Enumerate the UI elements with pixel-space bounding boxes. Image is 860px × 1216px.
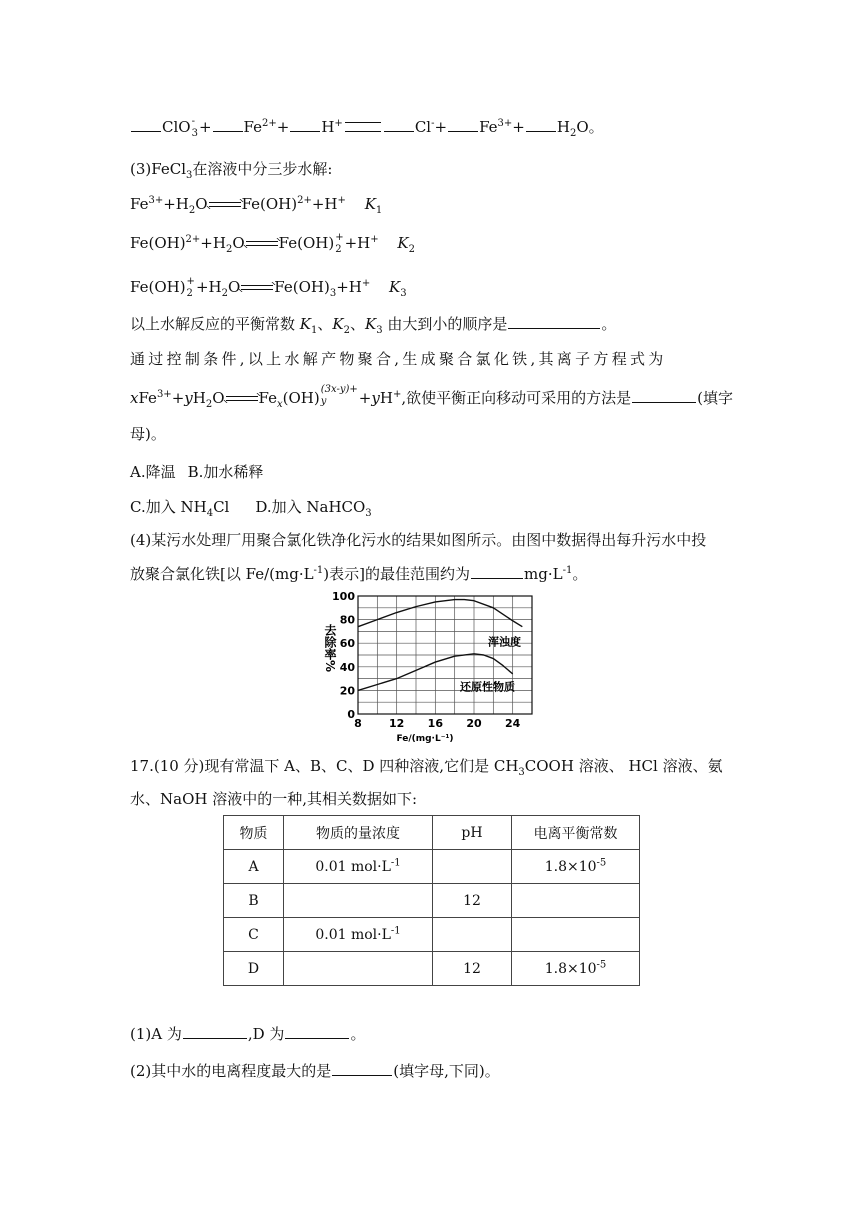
polymerization-tail: 母)。 bbox=[130, 425, 166, 443]
table-row bbox=[224, 850, 640, 884]
hydrolysis-step-1: $Fe^{3+}+H_2O$ Fe(OH)$^{2+}$+H+ $K_1$ bbox=[130, 195, 383, 216]
table-cell bbox=[512, 918, 640, 952]
series-label: 浑浊度 bbox=[488, 635, 521, 649]
series-line bbox=[358, 600, 522, 627]
column-header: 电离平衡常数 bbox=[512, 816, 640, 850]
term: ClO bbox=[162, 118, 191, 136]
answer-blank[interactable] bbox=[290, 117, 320, 132]
hydrolysis-step-2: $Fe(OH)^{2+}+H_2O$ Fe(OH) + 2 +H+ $K_2$ bbox=[130, 232, 415, 255]
charge-stack: (3x-y)+ y bbox=[320, 384, 358, 407]
charge: 3+ bbox=[497, 118, 513, 129]
charge-stack: + 2 bbox=[335, 232, 344, 255]
term: Fe bbox=[479, 118, 498, 136]
x-axis-label: Fe/(mg·L⁻¹) bbox=[396, 734, 454, 744]
answer-blank[interactable] bbox=[285, 1024, 349, 1039]
option-c[interactable]: C.加入 $NH_4Cl$ bbox=[130, 498, 230, 519]
table-row bbox=[224, 952, 640, 986]
option-a[interactable]: A.降温 bbox=[130, 463, 176, 481]
q4-line-2: 放聚合氯化铁[以 $Fe/(mg\cdot L^{-1})$表示]的最佳范围约为 $mg\cdot L^{-1}$。 bbox=[130, 565, 588, 583]
q17-sub-2: (2)其中水的电离程度最大的是 (填字母,下同)。 bbox=[130, 1062, 500, 1080]
reversible-arrow-icon bbox=[246, 238, 278, 250]
k-order-question: 以上水解反应的平衡常数 $K_1$、$K_2$、$K_3$ 由大到小的顺序是 。 bbox=[130, 315, 617, 336]
equals-sign bbox=[345, 122, 381, 132]
table-cell bbox=[512, 884, 640, 918]
k-label: K bbox=[364, 195, 376, 213]
answer-blank[interactable] bbox=[471, 564, 523, 579]
subscript: 2 bbox=[569, 128, 577, 139]
answer-blank[interactable] bbox=[526, 117, 556, 132]
q4-line-1: (4)某污水处理厂用聚合氯化铁净化污水的结果如图所示。由图中数据得出每升污水中投 bbox=[130, 531, 707, 549]
y-tick-label: 60 bbox=[339, 637, 355, 651]
table-cell: A bbox=[224, 850, 284, 884]
charge-stack: - 3 bbox=[191, 116, 198, 139]
y-tick-label: 0 bbox=[347, 708, 355, 721]
x-tick-label: 12 bbox=[389, 717, 405, 730]
answer-blank[interactable] bbox=[632, 388, 696, 403]
y-tick-label: 20 bbox=[339, 684, 355, 698]
answer-blank[interactable] bbox=[332, 1061, 392, 1076]
q17-line-2: 水、NaOH 溶液中的一种,其相关数据如下: bbox=[130, 790, 418, 808]
plus: + bbox=[434, 118, 448, 136]
q17-sub-1: (1)A 为 ,D 为 。 bbox=[130, 1025, 366, 1043]
option-d[interactable]: D.加入 NaHCO$_3$ bbox=[255, 498, 372, 519]
answer-blank[interactable] bbox=[508, 314, 600, 329]
k-label: K bbox=[397, 234, 409, 252]
charge: - bbox=[431, 118, 435, 129]
table-row bbox=[224, 918, 640, 952]
table-cell: B bbox=[224, 884, 284, 918]
answer-blank[interactable] bbox=[448, 117, 478, 132]
series-label: 还原性物质 bbox=[460, 680, 515, 694]
y-tick-label: 80 bbox=[339, 613, 355, 627]
table-cell: D bbox=[224, 952, 284, 986]
charge-stack: + 2 bbox=[186, 276, 195, 299]
term: Cl bbox=[414, 118, 432, 136]
plus: + bbox=[198, 118, 212, 136]
answer-blank[interactable] bbox=[213, 117, 243, 132]
table-row bbox=[224, 884, 640, 918]
options-ab bbox=[130, 462, 263, 482]
plus: + bbox=[276, 118, 290, 136]
table-cell bbox=[284, 884, 433, 918]
answer-blank[interactable] bbox=[131, 117, 161, 132]
x-tick-label: 16 bbox=[427, 717, 443, 730]
table-cell: 12 bbox=[433, 884, 512, 918]
k-label: K bbox=[389, 278, 401, 296]
column-header: pH bbox=[433, 816, 512, 850]
table-cell bbox=[433, 850, 512, 884]
x-tick-label: 20 bbox=[466, 717, 482, 730]
charge: + bbox=[334, 118, 343, 129]
polymerization-text: 通过控制条件,以上水解产物聚合,生成聚合氯化铁,其离子方程式为 bbox=[130, 350, 667, 368]
solution-data-table bbox=[223, 815, 640, 986]
hydrolysis-step-3: Fe(OH) + 2 $+H_2O$ $Fe(OH)_3+H^+$ $K_3$ bbox=[130, 276, 407, 299]
x-tick-label: 8 bbox=[354, 717, 362, 730]
column-header: 物质 bbox=[224, 816, 284, 850]
table-cell: 0.01 $mol\cdot L^{-1}$ bbox=[284, 850, 433, 884]
polymerization-equation: $xFe^{3+}+yH_2O$ $Fe_x(OH)$ (3x-y)+ y +yH+,欲使平衡正向移动可采用的方法是 (填字 bbox=[130, 384, 733, 410]
term: H bbox=[556, 118, 570, 136]
chart-grid bbox=[358, 596, 532, 714]
x-tick-label: 24 bbox=[505, 717, 521, 730]
y-axis-label: 去除率% bbox=[323, 624, 337, 673]
column-header: 物质的量浓度 bbox=[284, 816, 433, 850]
table-cell bbox=[433, 918, 512, 952]
plus: + bbox=[512, 118, 525, 136]
answer-blank[interactable] bbox=[183, 1024, 247, 1039]
removal-rate-chart bbox=[320, 588, 540, 748]
table-header-row bbox=[224, 816, 640, 850]
table-cell: C bbox=[224, 918, 284, 952]
reversible-arrow-icon bbox=[241, 282, 273, 294]
table-cell: 12 bbox=[433, 952, 512, 986]
y-tick-label: 100 bbox=[332, 590, 355, 603]
q3-intro: (3)FeCl$_3$在溶液中分三步水解: bbox=[130, 160, 333, 181]
answer-blank[interactable] bbox=[384, 117, 414, 132]
reversible-arrow-icon bbox=[209, 199, 241, 211]
redox-equation bbox=[130, 116, 604, 140]
q17-line-1: 17.(10 分)现有常温下 A、B、C、D 四种溶液,它们是 $CH_3COOH$ 溶液、 HCl 溶液、氨 bbox=[130, 757, 723, 778]
options-cd bbox=[130, 497, 372, 517]
table-cell: 0.01 $mol\cdot L^{-1}$ bbox=[284, 918, 433, 952]
term: O。 bbox=[576, 118, 604, 136]
option-b[interactable]: B.加水稀释 bbox=[187, 463, 264, 481]
term: H bbox=[321, 118, 335, 136]
y-tick-label: 40 bbox=[339, 660, 355, 674]
table-cell bbox=[284, 952, 433, 986]
term: Fe bbox=[243, 118, 262, 136]
table-cell: $1.8\times 10^{-5}$ bbox=[512, 952, 640, 986]
charge: 2+ bbox=[262, 118, 277, 129]
reversible-arrow-icon bbox=[226, 393, 258, 405]
table-cell: $1.8\times 10^{-5}$ bbox=[512, 850, 640, 884]
